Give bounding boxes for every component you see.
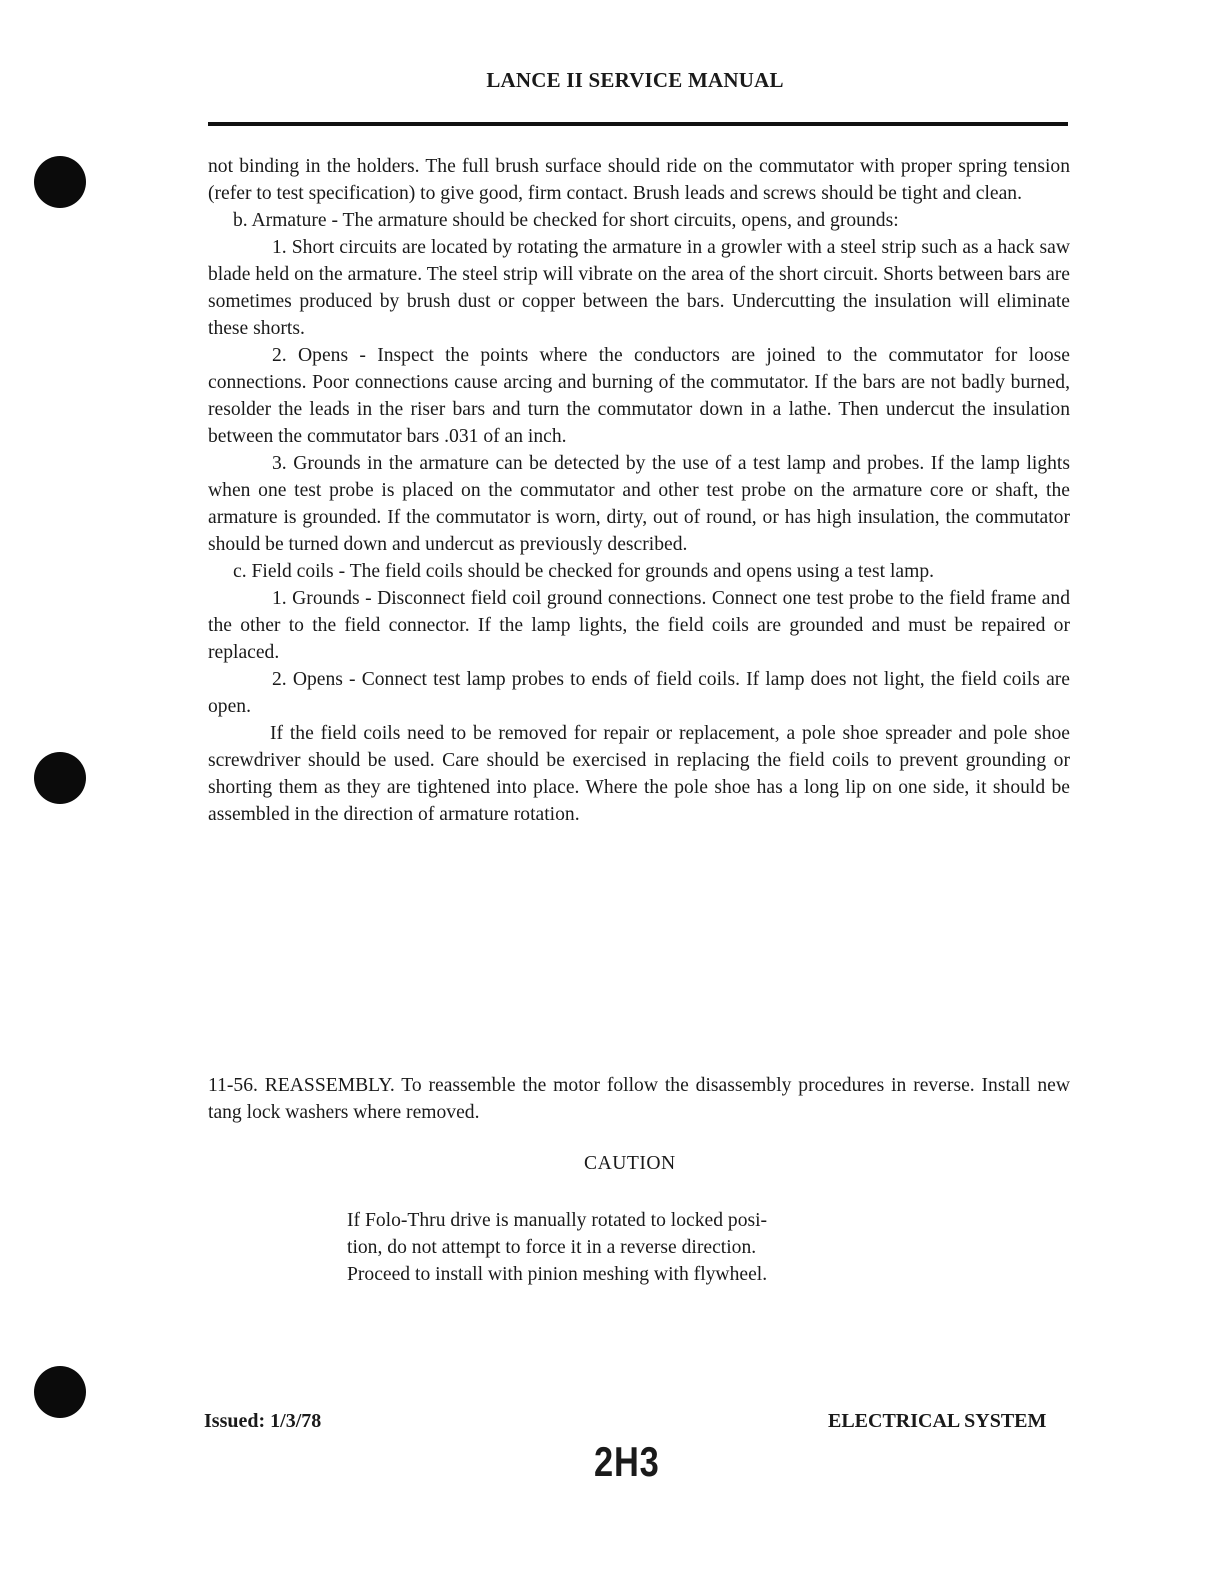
binder-hole-middle: [34, 752, 86, 804]
page-code: 2H3: [594, 1438, 660, 1485]
paragraph: 1. Grounds - Disconnect field coil ground connections. Connect one test probe to the field frame and the other to the field connector. If the lamp lights, the field coils are grounded and must be repaired or replaced.: [208, 588, 1070, 663]
paragraph: b. Armature - The armature should be checked for short circuits, opens, and grounds:: [233, 210, 899, 231]
reassembly-section: 11-56. REASSEMBLY. To reassemble the motor follow the disassembly procedures in reverse. Install new tang lock washers where removed.: [208, 1075, 1070, 1123]
paragraph: If the field coils need to be removed for repair or replacement, a pole shoe spreader and pole shoe screwdriver should be used. Care should be exercised in replacing the field coils to prevent grounding or shorting them as they are tightened into place. Where the pole shoe has a long lip on one side, it should be assembled in the direction of armature rotation.: [208, 723, 1070, 825]
paragraph: 2. Opens - Inspect the points where the conductors are joined to the commutator for loose connections. Poor connections cause arcing and burning of the commutator. If the bars are not badly burned, resolder the leads in the riser bars and turn the commutator down in a lathe. Then undercut the insulation between the commutator bars .031 of an inch.: [208, 345, 1070, 447]
caution-line: If Folo-Thru drive is manually rotated to locked posi-: [347, 1210, 768, 1231]
paragraph: c. Field coils - The field coils should be checked for grounds and opens using a test lamp.: [233, 561, 935, 582]
section-name: ELECTRICAL SYSTEM: [828, 1410, 1047, 1432]
paragraph: not binding in the holders. The full brush surface should ride on the commutator with proper spring tension (refer to test specification) to give good, firm contact. Brush leads and screws should be tight and clean.: [208, 156, 1070, 204]
caution-text: [347, 1207, 923, 1288]
body-text: [208, 153, 1070, 828]
binder-hole-top: [34, 156, 86, 208]
header-rule: [208, 122, 1068, 126]
issued-date: Issued: 1/3/78: [204, 1410, 322, 1432]
manual-title: LANCE II SERVICE MANUAL: [486, 68, 784, 92]
paragraph: 2. Opens - Connect test lamp probes to ends of field coils. If lamp does not light, the field coils are open.: [208, 669, 1070, 717]
caution-line: tion, do not attempt to force it in a reverse direction.: [347, 1237, 757, 1258]
binder-hole-bottom: [34, 1366, 86, 1418]
caution-title: CAUTION: [584, 1153, 676, 1174]
paragraph: 3. Grounds in the armature can be detected by the use of a test lamp and probes. If the lamp lights when one test probe is placed on the commutator and other test probe on the armature core or shaft, the armature is grounded. If the commutator is worn, dirty, out of round, or has high insulation, the commutator should be turned down and undercut as previously described.: [208, 453, 1070, 555]
caution-line: Proceed to install with pinion meshing with flywheel.: [347, 1264, 768, 1285]
paragraph: 1. Short circuits are located by rotating the armature in a growler with a steel strip such as a hack saw blade held on the armature. The steel strip will vibrate on the area of the short circuit. Shorts between bars are sometimes produced by brush dust or copper between the bars. Undercutting the insulation will eliminate these shorts.: [208, 237, 1070, 339]
